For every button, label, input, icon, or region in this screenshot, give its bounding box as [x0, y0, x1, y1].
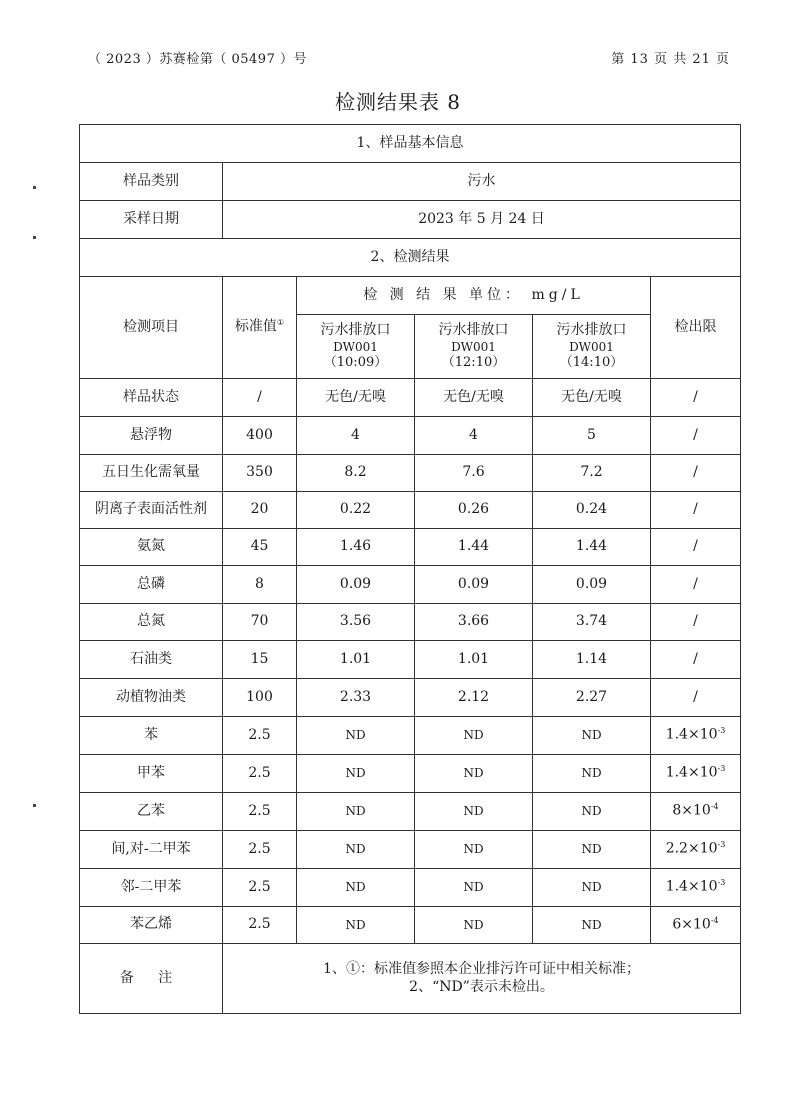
value-cell: 1.44	[415, 529, 533, 566]
value-cell: 3.66	[415, 604, 533, 641]
value-cell: ND	[297, 755, 415, 793]
col-item-header: 检测项目	[80, 277, 223, 379]
results-table	[79, 124, 741, 1014]
limit-cell: /	[651, 417, 741, 455]
value-cell: ND	[533, 717, 651, 755]
table-row	[80, 641, 741, 679]
value-cell: 无色/无嗅	[297, 379, 415, 417]
std-cell: 8	[223, 566, 297, 604]
value-cell: ND	[297, 831, 415, 869]
std-cell: 2.5	[223, 869, 297, 907]
col-std-label: 标准值	[234, 319, 277, 336]
item-cell: 总磷	[80, 566, 223, 604]
limit-exponent: -3	[717, 840, 726, 850]
note-line: 1、①：标准值参照本企业排污许可证中相关标准；	[323, 961, 640, 977]
value-cell: ND	[415, 717, 533, 755]
std-cell: 2.5	[223, 907, 297, 944]
value-cell: ND	[533, 793, 651, 831]
value-cell: 7.2	[533, 455, 651, 492]
std-cell: 45	[223, 529, 297, 566]
value-cell: ND	[415, 869, 533, 907]
std-cell: 2.5	[223, 831, 297, 869]
limit-exponent: -3	[717, 878, 726, 888]
report-number: （ 2023 ）苏赛检第（ 05497 ）号	[88, 52, 307, 67]
value-cell: 无色/无嗅	[533, 379, 651, 417]
std-cell: 2.5	[223, 755, 297, 793]
item-cell: 苯	[80, 717, 223, 755]
value-cell: 4	[297, 417, 415, 455]
sample-type-label: 样品类别	[80, 163, 223, 201]
item-cell: 阴离子表面活性剂	[80, 492, 223, 529]
value-cell: ND	[533, 907, 651, 944]
section1-row	[80, 125, 741, 163]
point-header: 污水排放口 DW001 （12:10）	[415, 315, 533, 379]
limit-cell: $8\times 10^{-4}$	[651, 793, 741, 831]
section2-title: 2、检测结果	[80, 239, 741, 277]
sampling-date-row	[80, 201, 741, 239]
value-cell: 0.09	[415, 566, 533, 604]
limit-cell: $2.2\times 10^{-3}$	[651, 831, 741, 869]
std-cell: 400	[223, 417, 297, 455]
page-info: 第 13 页 共 21 页	[611, 52, 730, 67]
value-cell: ND	[415, 907, 533, 944]
point-header: 污水排放口 DW001 （14:10）	[533, 315, 651, 379]
limit-cell: /	[651, 566, 741, 604]
result-header: 检 测 结 果 单位： mg/L	[297, 277, 651, 315]
limit-cell: /	[651, 379, 741, 417]
limit-exponent: -4	[710, 802, 719, 812]
note-line: 2、“ND”表示未检出。	[409, 978, 554, 995]
limit-cell: $6\times 10^{-4}$	[651, 907, 741, 944]
limit-cell: $1.4\times 10^{-3}$	[651, 755, 741, 793]
table-row	[80, 755, 741, 793]
value-cell: ND	[415, 755, 533, 793]
limit-cell: /	[651, 641, 741, 679]
std-cell: 15	[223, 641, 297, 679]
limit-exponent: -4	[710, 915, 719, 925]
notes-content	[223, 944, 741, 1014]
value-cell: 0.09	[297, 566, 415, 604]
limit-cell: /	[651, 529, 741, 566]
table-row	[80, 907, 741, 944]
point-header: 污水排放口 DW001 （10:09）	[297, 315, 415, 379]
std-cell: /	[223, 379, 297, 417]
item-cell: 五日生化需氧量	[80, 455, 223, 492]
header-row-1	[80, 277, 741, 315]
col-std-superscript: ①	[276, 318, 285, 328]
std-cell: 20	[223, 492, 297, 529]
value-cell: 8.2	[297, 455, 415, 492]
limit-cell: /	[651, 604, 741, 641]
scan-mark	[33, 186, 36, 189]
table-row	[80, 793, 741, 831]
item-cell: 苯乙烯	[80, 907, 223, 944]
limit-cell: /	[651, 679, 741, 717]
table-row	[80, 379, 741, 417]
limit-cell: $1.4\times 10^{-3}$	[651, 717, 741, 755]
item-cell: 氨氮	[80, 529, 223, 566]
item-cell: 甲苯	[80, 755, 223, 793]
value-cell: 7.6	[415, 455, 533, 492]
value-cell: 2.33	[297, 679, 415, 717]
value-cell: 1.44	[533, 529, 651, 566]
value-cell: 1.14	[533, 641, 651, 679]
value-cell: ND	[297, 907, 415, 944]
value-cell: 0.09	[533, 566, 651, 604]
table-row	[80, 566, 741, 604]
col-limit-header: 检出限	[651, 277, 741, 379]
value-cell: 3.56	[297, 604, 415, 641]
value-cell: 3.74	[533, 604, 651, 641]
item-cell: 邻-二甲苯	[80, 869, 223, 907]
value-cell: 1.46	[297, 529, 415, 566]
value-cell: 1.01	[415, 641, 533, 679]
item-cell: 悬浮物	[80, 417, 223, 455]
notes-label: 备 注	[80, 944, 223, 1014]
limit-exponent: -3	[717, 764, 726, 774]
table-row	[80, 492, 741, 529]
col-std-header	[223, 277, 297, 379]
page-title: 检测结果表 8	[334, 90, 462, 114]
std-cell: 2.5	[223, 717, 297, 755]
limit-exponent: -3	[717, 726, 726, 736]
table-row	[80, 417, 741, 455]
std-cell: 2.5	[223, 793, 297, 831]
value-cell: 0.22	[297, 492, 415, 529]
std-cell: 100	[223, 679, 297, 717]
item-cell: 间,对-二甲苯	[80, 831, 223, 869]
table-row	[80, 679, 741, 717]
table-row	[80, 831, 741, 869]
value-cell: ND	[533, 755, 651, 793]
value-cell: 1.01	[297, 641, 415, 679]
item-cell: 石油类	[80, 641, 223, 679]
value-cell: ND	[415, 793, 533, 831]
limit-cell: /	[651, 492, 741, 529]
sampling-date-value: 2023 年 5 月 24 日	[223, 201, 741, 239]
item-cell: 动植物油类	[80, 679, 223, 717]
value-cell: ND	[533, 831, 651, 869]
table-row	[80, 455, 741, 492]
std-cell: 70	[223, 604, 297, 641]
section1-title: 1、样品基本信息	[80, 125, 741, 163]
value-cell: 4	[415, 417, 533, 455]
value-cell: 2.27	[533, 679, 651, 717]
value-cell: 5	[533, 417, 651, 455]
limit-cell: $1.4\times 10^{-3}$	[651, 869, 741, 907]
std-cell: 350	[223, 455, 297, 492]
scan-mark	[33, 804, 36, 807]
value-cell: ND	[297, 793, 415, 831]
sample-type-row	[80, 163, 741, 201]
item-cell: 乙苯	[80, 793, 223, 831]
notes-row	[80, 944, 741, 1014]
value-cell: 2.12	[415, 679, 533, 717]
value-cell: ND	[415, 831, 533, 869]
table-row	[80, 529, 741, 566]
table-row	[80, 717, 741, 755]
item-cell: 总氮	[80, 604, 223, 641]
sample-type-value: 污水	[223, 163, 741, 201]
sampling-date-label: 采样日期	[80, 201, 223, 239]
table-row	[80, 604, 741, 641]
scan-mark	[33, 236, 36, 239]
value-cell: ND	[297, 869, 415, 907]
value-cell: 0.26	[415, 492, 533, 529]
value-cell: ND	[533, 869, 651, 907]
value-cell: ND	[297, 717, 415, 755]
limit-cell: /	[651, 455, 741, 492]
value-cell: 无色/无嗅	[415, 379, 533, 417]
table-row	[80, 869, 741, 907]
item-cell: 样品状态	[80, 379, 223, 417]
value-cell: 0.24	[533, 492, 651, 529]
section2-row	[80, 239, 741, 277]
